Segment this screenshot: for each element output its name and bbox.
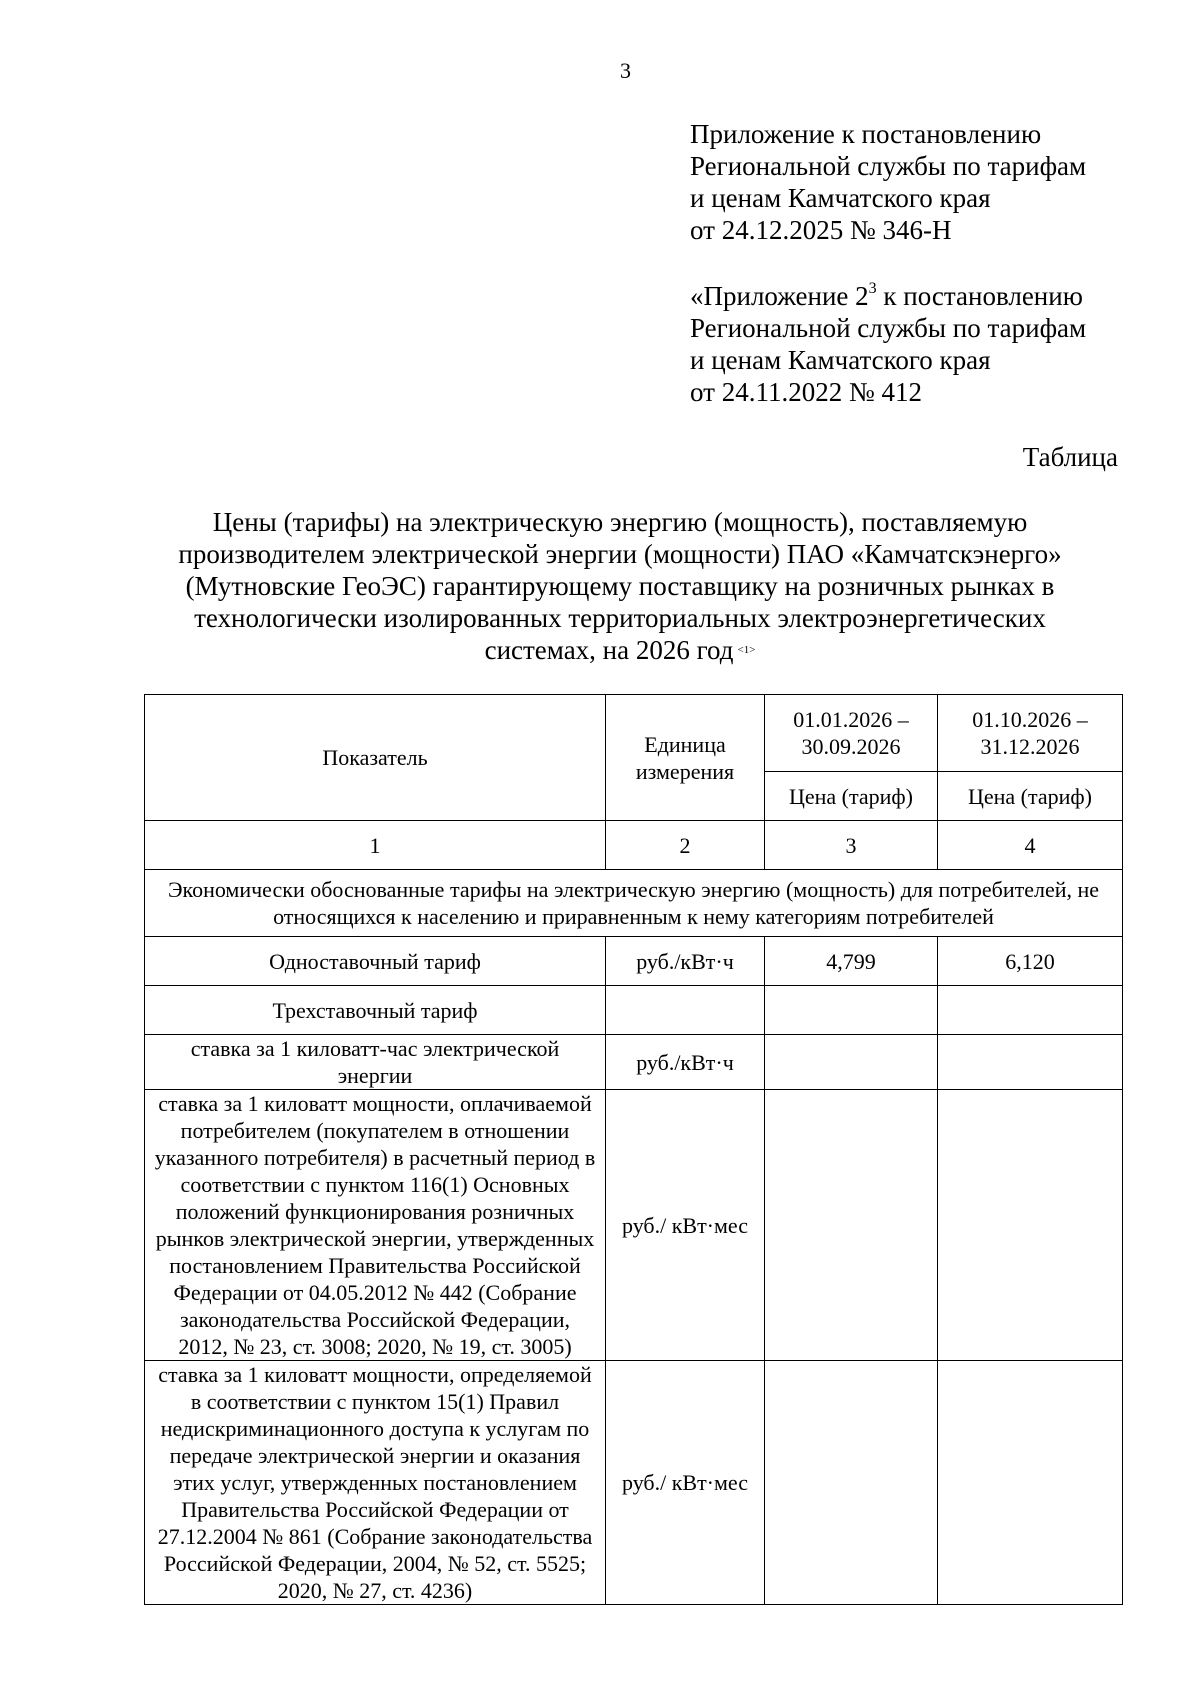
row-value-period-2 [938, 1090, 1123, 1361]
annex-original-line: и ценам Камчатского края [690, 345, 991, 375]
section-title: Экономически обоснованные тарифы на электрическую энергию (мощность) для потребителей, не относящихся к населению и приравненным к нему категориям потребителей [145, 870, 1123, 937]
column-number: 1 [145, 821, 606, 870]
annex-original-reference [690, 280, 1086, 408]
title-line-last [150, 634, 1090, 666]
row-unit: руб./кВт·ч [606, 937, 765, 986]
tariff-table [144, 694, 1123, 1605]
section-row [145, 870, 1123, 937]
row-indicator: Одноставочный тариф [145, 937, 606, 986]
row-value-period-1 [765, 1361, 938, 1605]
annex-current-line: Региональной службы по тарифам [690, 151, 1087, 181]
column-number: 4 [938, 821, 1123, 870]
header-indicator: Показатель [145, 695, 606, 821]
header-unit: Единица измерения [606, 695, 765, 821]
title-line: системах, на 2026 год [484, 635, 734, 665]
title-line: производителем электрической энергии (мощности) ПАО «Камчатскэнерго» [178, 539, 1062, 569]
annex-original-line: Региональной службы по тарифам [690, 313, 1087, 343]
annex-original-line [690, 280, 1086, 312]
row-value-period-1 [765, 1090, 938, 1361]
row-value-period-2 [938, 1035, 1123, 1090]
annex-original-superscript: 3 [868, 280, 877, 297]
row-value-period-2 [938, 1361, 1123, 1605]
row-indicator: Трехставочный тариф [145, 986, 606, 1035]
annex-current-line: от 24.12.2025 № 346-Н [690, 215, 952, 245]
table-row [145, 1090, 1123, 1361]
title-line: (Мутновские ГеоЭС) гарантирующему поставщику на розничных рынках в [185, 571, 1055, 601]
row-value-period-1 [765, 986, 938, 1035]
table-row [145, 1035, 1123, 1090]
annex-current-line: и ценам Камчатского края [690, 183, 991, 213]
annex-original-prefix: «Приложение 2 [690, 281, 869, 311]
table-label: Таблица [1022, 442, 1118, 472]
row-indicator: ставка за 1 киловатт мощности, определяемой в соответствии с пунктом 15(1) Правил недискриминационного доступа к услугам по передаче электрической энергии и оказания этих услуг, утвержденных постановлением Правительства Российской Федерации от 27.12.2004 № 861 (Собрание законодательства Российской Федерации, 2004, № 52, ст. 5525; 2020, № 27, ст. 4236) [145, 1361, 606, 1605]
row-unit: руб./ кВт·мес [606, 1361, 765, 1605]
row-indicator: ставка за 1 киловатт мощности, оплачиваемой потребителем (покупателем в отношении указанного потребителя) в расчетный период в соответствии с пунктом 116(1) Основных положений функционирования розничных рынков электрической энергии, утвержденных постановлением Правительства Российской Федерации от 04.05.2012 № 442 (Собрание законодательства Российской Федерации, 2012, № 23, ст. 3008; 2020, № 19, ст. 3005) [145, 1090, 606, 1361]
row-value-period-2: 6,120 [938, 937, 1123, 986]
column-number: 2 [606, 821, 765, 870]
title-footnote-marker: <1> [737, 644, 756, 656]
row-indicator: ставка за 1 киловатт-час электрической энергии [145, 1035, 606, 1090]
page-number: 3 [620, 58, 631, 83]
header-price-2: Цена (тариф) [938, 772, 1123, 821]
annex-original-suffix: к постановлению [876, 281, 1083, 311]
row-unit [606, 986, 765, 1035]
annex-original-line: от 24.11.2022 № 412 [690, 377, 922, 407]
title-line: технологически изолированных территориальных электроэнергетических [194, 603, 1046, 633]
column-number: 3 [765, 821, 938, 870]
header-period-1: 01.01.2026 – 30.09.2026 [765, 695, 938, 772]
annex-current-reference [690, 118, 1086, 246]
row-unit: руб./ кВт·мес [606, 1090, 765, 1361]
row-value-period-2 [938, 986, 1123, 1035]
title-line: Цены (тарифы) на электрическую энергию (мощность), поставляемую [212, 507, 1028, 537]
header-period-2: 01.10.2026 – 31.12.2026 [938, 695, 1123, 772]
annex-current-line: Приложение к постановлению [690, 119, 1042, 149]
document-title [150, 506, 1090, 666]
row-value-period-1: 4,799 [765, 937, 938, 986]
header-price-1: Цена (тариф) [765, 772, 938, 821]
table-row [145, 1361, 1123, 1605]
table-row [145, 986, 1123, 1035]
table-row [145, 937, 1123, 986]
row-value-period-1 [765, 1035, 938, 1090]
row-unit: руб./кВт·ч [606, 1035, 765, 1090]
column-number-row [145, 821, 1123, 870]
table-header-row [145, 695, 1123, 772]
